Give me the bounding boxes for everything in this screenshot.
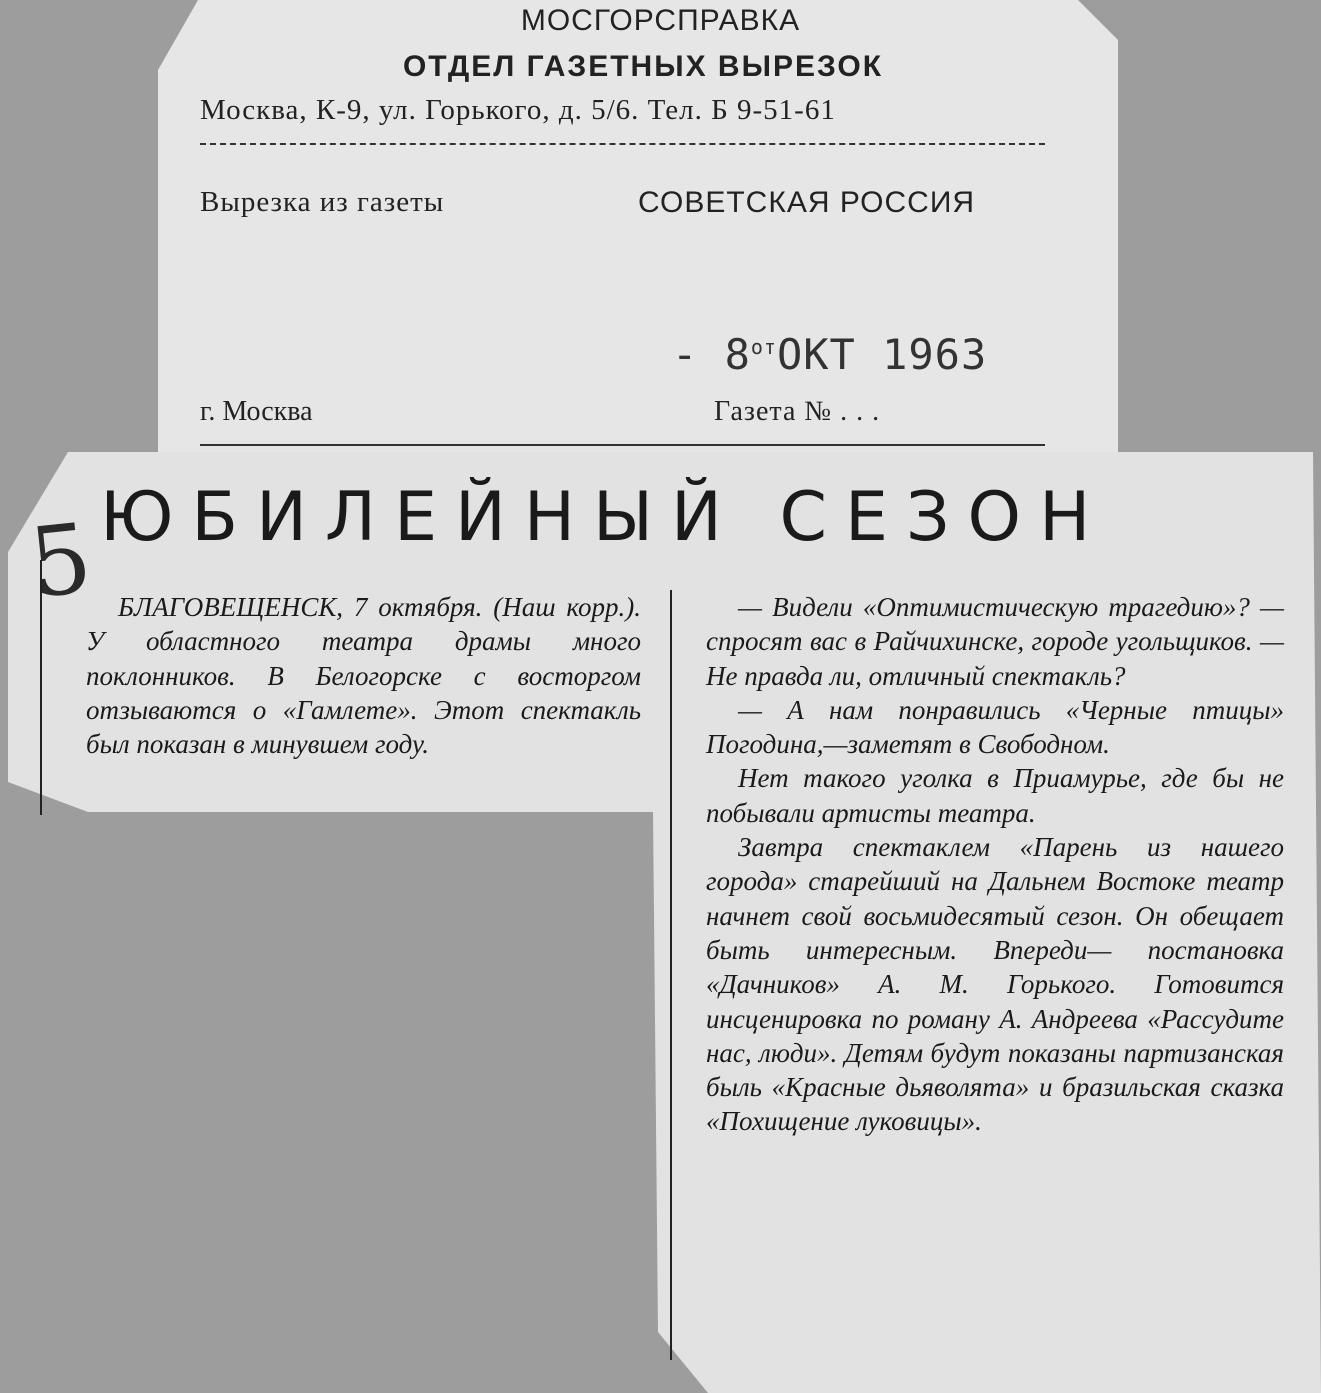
city-label: г. Москва [200,396,313,427]
date-stamp-day: 8 [724,330,751,379]
column-divider [670,590,672,1360]
agency-title: МОСГОРСПРАВКА [520,4,801,37]
department-title: ОТДЕЛ ГАЗЕТНЫХ ВЫРЕЗОК [402,50,884,83]
header-divider [200,143,1045,145]
newspaper-name: СОВЕТСКАЯ РОССИЯ [638,186,976,219]
date-stamp-rest: ОКТ 1963 [776,330,988,379]
date-stamp-sup: от [750,335,777,359]
article-paragraph: Завтра спектаклем «Парень из нашего города» старейший на Дальнем Востоке театр начнет свой восьмидесятый сезон. Он обещает быть интересным. Впереди— постановка «Дачников» А. М. Горького. Готовится инсценировка по роману А. Андреева «Рассудите нас, люди». Детям будут показаны партизанская быль «Красные дьяволята» и бразильская сказка «Похищение луковицы». [706,832,1284,1137]
article-paragraph: — Видели «Оптимистическую трагедию»? — спросят вас в Райчихинске, городе угольщиков. — Не правда ли, отличный спектакль? [706,592,1284,691]
agency-address: Москва, К-9, ул. Горького, д. 5/6. Тел. Б 9-51-61 [200,94,836,126]
issue-label: Газета № . . . [714,396,881,427]
date-stamp: - $8^{от}ОКТ$ 1963 [672,330,988,379]
handwritten-number: 5 [24,502,97,620]
article-right-column [706,590,1284,1139]
clipping-label: Вырезка из газеты [200,186,445,218]
article-paragraph: Нет такого уголка в Приамурье, где бы не побывали артисты театра. [706,763,1284,828]
article-paragraph: БЛАГОВЕЩЕНСК, 7 октября. (Наш корр.). У областного театра драмы много поклонников. В Белогорске с восторгом отзываются о «Гамлете». Этот спектакль был показан в минувшем году. [86,592,641,760]
header-bottom-divider [200,444,1045,446]
article-paragraph: — А нам понравились «Черные птицы» Погодина,—заметят в Свободном. [706,694,1284,760]
article-headline: ЮБИЛЕЙНЫЙ СЕЗОН [100,478,1109,557]
article-left-column [86,590,641,761]
left-border-rule [40,560,42,815]
